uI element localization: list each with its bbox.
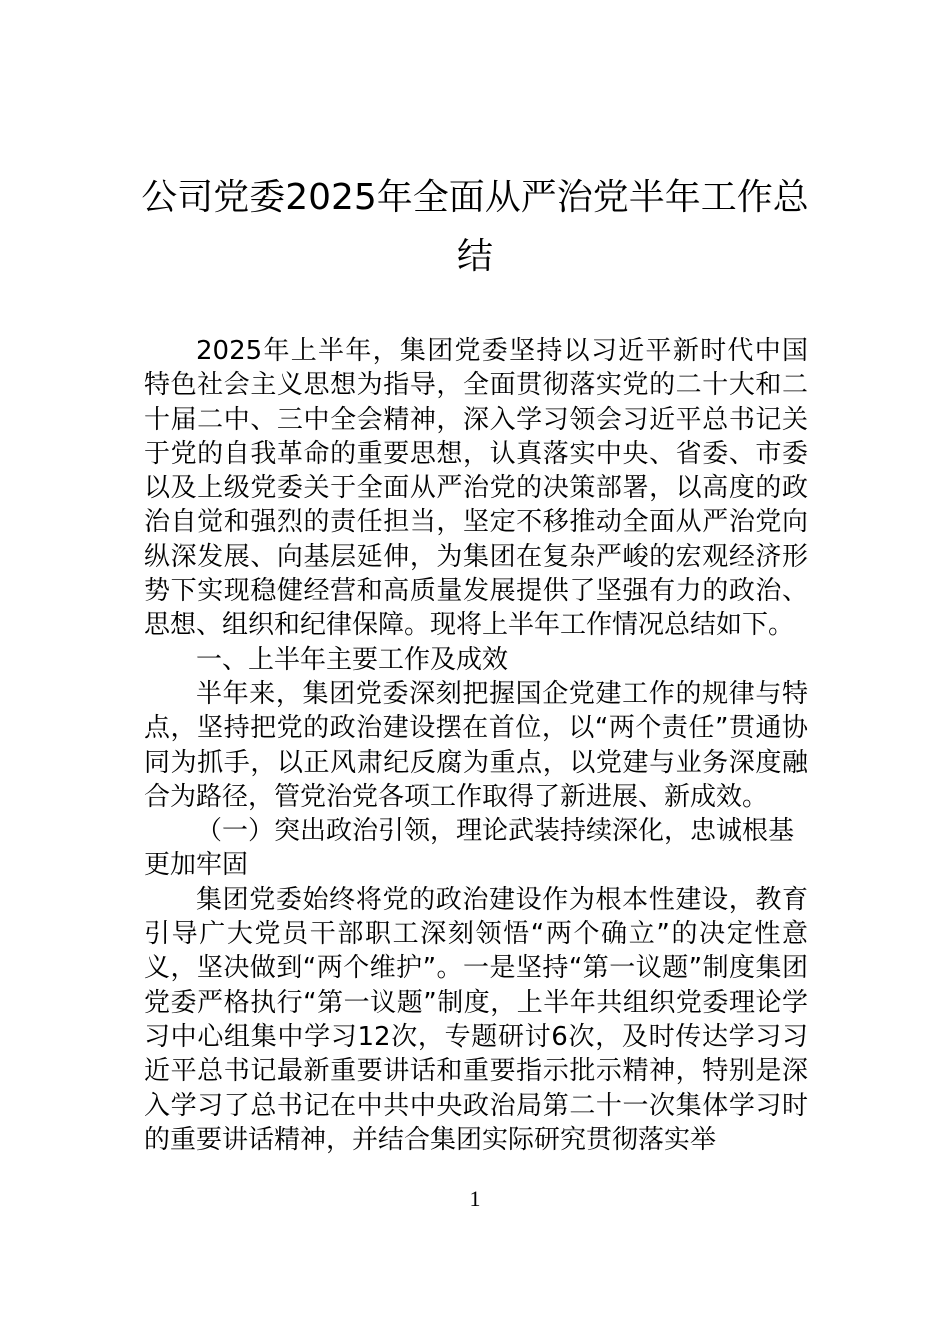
document-body [144,334,808,1157]
subsection-heading-1: （一）突出政治引领，理论武装持续深化，忠诚根基更加牢固 [144,816,795,881]
page-number: 1 [469,1186,481,1211]
title-line-2: 结 [456,236,493,277]
section-summary-paragraph: 半年来，集团党委深刻把握国企党建工作的规律与特点，坚持把党的政治建设摆在首位，以“两个责任”贯通协同为抓手，以正风肃纪反腐为重点，以党建与业务深度融合为路径，管党治党各项工作取得了新进展、新成效。 [144,678,808,812]
title-line-1: 公司党委2025年全面从严治党半年工作总 [141,177,809,218]
document-title [120,168,830,286]
intro-paragraph: 2025年上半年，集团党委坚持以习近平新时代中国特色社会主义思想为指导，全面贯彻落实党的二十大和二十届二中、三中全会精神，深入学习领会习近平总书记关于党的自我革命的重要思想，认真落实中央、省委、市委以及上级党委关于全面从严治党的决策部署，以高度的政治自觉和强烈的责任担当，坚定不移推动全面从严治党向纵深发展、向基层延伸，为集团在复杂严峻的宏观经济形势下实现稳健经营和高质量发展提供了坚强有力的政治、思想、组织和纪律保障。现将上半年工作情况总结如下。 [144,336,808,641]
section-heading-1: 一、上半年主要工作及成效 [196,644,509,675]
subsection-paragraph-1: 集团党委始终将党的政治建设作为根本性建设，教育引导广大党员干部职工深刻领悟“两个确立”的决定性意义，坚决做到“两个维护”。一是坚持“第一议题”制度集团党委严格执行“第一议题”制度，上半年共组织党委理论学习中心组集中学习12次，专题研讨6次，及时传达学习习近平总书记最新重要讲话和重要指示批示精神，特别是深入学习了总书记在中共中央政治局第二十一次集体学习时的重要讲话精神，并结合集团实际研究贯彻落实举 [144,884,808,1155]
